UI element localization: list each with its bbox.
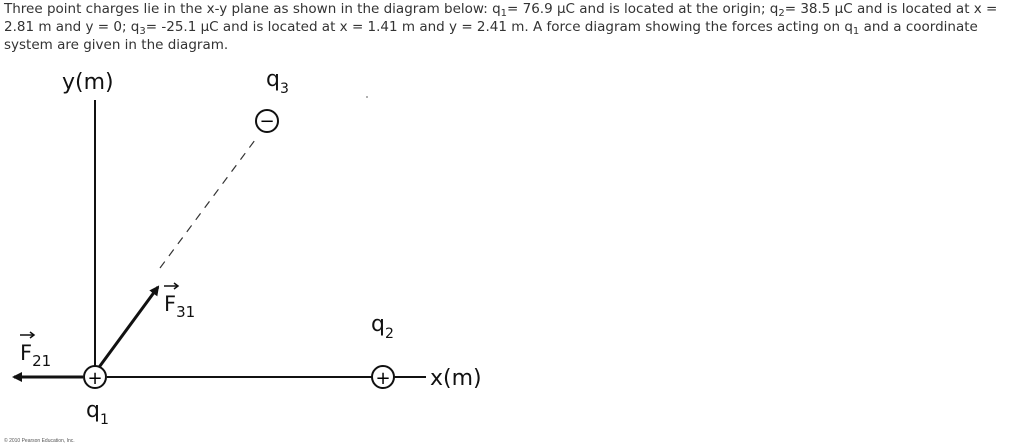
problem-part2: = 76.9 μC and is located at the origin; q <box>507 1 779 17</box>
problem-statement <box>4 0 1020 54</box>
f21-label: $F_{21}$ <box>20 341 52 370</box>
q1-sign: + <box>87 368 103 389</box>
copyright-notice: © 2010 Pearson Education, Inc. <box>4 438 75 444</box>
q2-label: $q_2$ <box>371 312 394 342</box>
f31-label: $F_{31}$ <box>164 292 196 321</box>
q3-label: $q_3$ <box>266 67 289 97</box>
q2-subscript: 2 <box>778 8 785 19</box>
x-axis-label: x(m) <box>430 366 482 391</box>
force-diagram <box>0 56 1024 446</box>
q1b-subscript: 1 <box>852 26 860 37</box>
problem-part4: = -25.1 μC and is located at x = 1.41 m and y = 2.41 m. A force diagram showing the forces acting on q <box>145 19 853 35</box>
problem-part1: Three point charges lie in the x-y plane as shown in the diagram below: q <box>4 1 501 17</box>
q2-sign: + <box>375 368 391 389</box>
q1-label: $q_1$ <box>86 398 109 428</box>
problem-part3: = 38.5 μC and is located at x = 2.81 m and y = 0; q <box>4 1 998 35</box>
q1-q3-dashed-line <box>160 136 258 268</box>
y-axis-label: y(m) <box>62 70 114 95</box>
q1-subscript: 1 <box>500 8 508 19</box>
stray-dot <box>366 96 368 98</box>
f31-arrow <box>97 287 158 370</box>
q3-subscript: 3 <box>139 26 146 37</box>
problem-part5: and a coordinate system are given in the diagram. <box>4 19 978 53</box>
q3-sign: − <box>259 111 275 132</box>
